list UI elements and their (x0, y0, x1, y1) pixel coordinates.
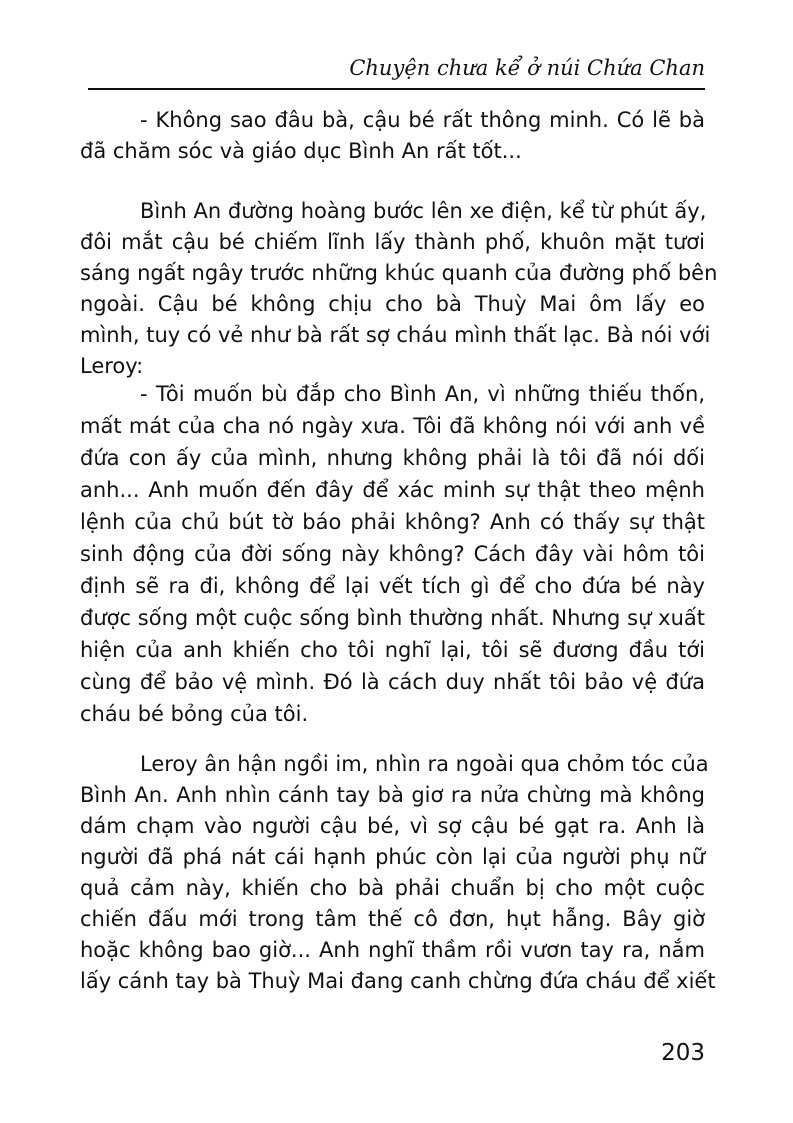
header-rule (88, 88, 705, 90)
page-number: 203 (661, 1040, 705, 1066)
text-line: - Không sao đâu bà, cậu bé rất thông minh. Có lẽ bà (140, 108, 705, 132)
text-line: Bình An đường hoàng bước lên xe điện, kể từ phút ấy, (140, 199, 707, 223)
text-line: sinh động của đời sống này không? Cách đây vài hôm tôi (80, 542, 705, 566)
text-line: ngoài. Cậu bé không chịu cho bà Thuỳ Mai ôm lấy eo (80, 292, 705, 316)
text-line: đã chăm sóc và giáo dục Bình An rất tốt... (80, 139, 522, 163)
text-line: - Tôi muốn bù đắp cho Bình An, vì những thiếu thốn, (140, 382, 705, 406)
text-line: Leroy: (80, 354, 144, 378)
text-line: hiện của anh khiến cho tôi nghĩ lại, tôi sẽ đương đầu tới (80, 638, 705, 662)
paragraph-2 (80, 196, 718, 382)
text-line: Leroy ân hận ngồi im, nhìn ra ngoài qua chỏm tóc của (140, 752, 709, 776)
text-line: chiến đấu mới trong tâm thế cô đơn, hụt hẫng. Bây giờ (80, 907, 705, 931)
text-line: cháu bé bỏng của tôi. (80, 702, 309, 726)
paragraph-4 (80, 749, 716, 997)
text-line: sáng ngất ngây trước những khúc quanh của đường phố bên (80, 261, 718, 285)
text-line: Bình An. Anh nhìn cánh tay bà giơ ra nửa chừng mà không (80, 783, 705, 807)
text-line: quả cảm này, khiến cho bà phải chuẩn bị cho một cuộc (80, 876, 705, 900)
text-line: người đã phá nát cái hạnh phúc còn lại của người phụ nữ (80, 845, 705, 869)
text-line: được sống một cuộc sống bình thường nhất. Nhưng sự xuất (80, 606, 705, 630)
running-header: Chuyện chưa kể ở núi Chứa Chan (349, 56, 705, 80)
text-line: lệnh của chủ bút tờ báo phải không? Anh có thấy sự thật (80, 510, 705, 534)
text-line: đứa con ấy của mình, nhưng không phải là tôi đã nói dối (80, 446, 705, 470)
text-line: định sẽ ra đi, không để lại vết tích gì để cho đứa bé này (80, 574, 705, 598)
text-line: mất mát của cha nó ngày xưa. Tôi đã không nói với anh về (80, 414, 705, 438)
text-line: anh... Anh muốn đến đây để xác minh sự thật theo mệnh (80, 478, 705, 502)
text-line: hoặc không bao giờ... Anh nghĩ thầm rồi vươn tay ra, nắm (80, 938, 705, 962)
text-line: mình, tuy có vẻ như bà rất sợ cháu mình thất lạc. Bà nói với (80, 323, 711, 347)
text-line: đôi mắt cậu bé chiếm lĩnh lấy thành phố, khuôn mặt tươi (80, 230, 705, 254)
text-line: dám chạm vào người cậu bé, vì sợ cậu bé gạt ra. Anh là (80, 814, 705, 838)
paragraph-3 (80, 378, 705, 730)
text-line: cùng để bảo vệ mình. Đó là cách duy nhất tôi bảo vệ đứa (80, 670, 705, 694)
paragraph-1 (80, 105, 705, 167)
text-line: lấy cánh tay bà Thuỳ Mai đang canh chừng đứa cháu để xiết (80, 969, 716, 993)
